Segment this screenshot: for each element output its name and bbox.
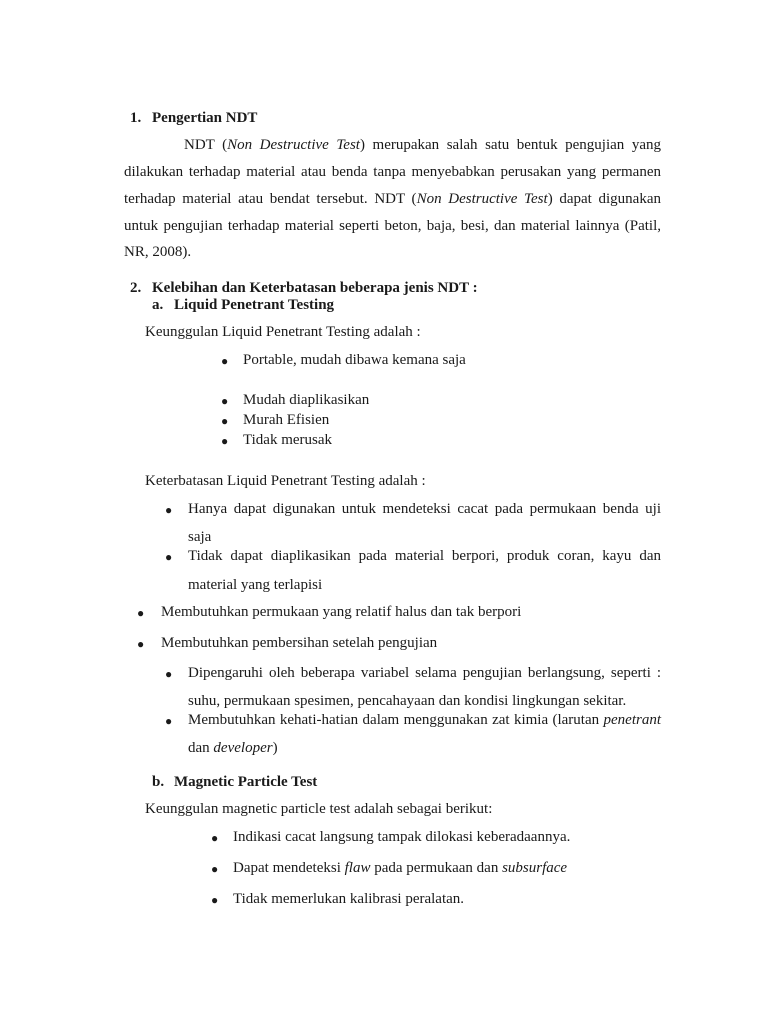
list-item: Tidak merusak [243, 432, 333, 448]
list-item: Indikasi cacat langsung tampak dilokasi keberadaannya. [233, 829, 571, 845]
paragraph-line-2: dilakukan terhadap material atau benda tanpa menyebabkan perusakan yang permanen [124, 164, 661, 180]
list-item: Hanya dapat digunakan untuk mendeteksi cacat pada permukaan benda uji [188, 501, 661, 517]
list-item: Dipengaruhi oleh beberapa variabel selama pengujian berlangsung, seperti : [188, 665, 661, 681]
advantages-intro-b: Keunggulan magnetic particle test adalah sebagai berikut: [145, 801, 493, 817]
subsection-a-letter: a. [152, 297, 164, 313]
bullet-icon: ● [165, 714, 173, 728]
bullet-icon: ● [211, 831, 219, 845]
section-2-number: 2. [130, 280, 142, 296]
bullet-icon: ● [221, 354, 229, 368]
bullet-icon: ● [165, 503, 173, 517]
bullet-icon: ● [221, 394, 229, 408]
list-item: Mudah diaplikasikan [243, 392, 370, 408]
subsection-b-title: Magnetic Particle Test [174, 774, 318, 790]
list-item: Tidak memerlukan kalibrasi peralatan. [233, 891, 465, 907]
subsection-b-letter: b. [152, 774, 165, 790]
section-1-title: Pengertian NDT [152, 110, 258, 126]
bullet-icon: ● [137, 637, 145, 651]
list-item-continuation: saja [188, 529, 212, 545]
bullet-icon: ● [211, 862, 219, 876]
bullet-icon: ● [137, 606, 145, 620]
list-item: Dapat mendeteksi flaw pada permukaan dan subsurface [233, 860, 568, 876]
italic-term: developer [213, 740, 273, 756]
list-item: Murah Efisien [243, 412, 330, 428]
list-item: Membutuhkan permukaan yang relatif halus dan tak berpori [161, 604, 522, 620]
paragraph-line-1: NDT (Non Destructive Test) merupakan salah satu bentuk pengujian yang [184, 137, 662, 153]
list-item: Tidak dapat diaplikasikan pada material berpori, produk coran, kayu dan [188, 548, 661, 564]
bullet-icon: ● [221, 434, 229, 448]
italic-term: Non Destructive Test [416, 191, 548, 207]
section-1-number: 1. [130, 110, 142, 126]
italic-term: flaw [344, 860, 371, 876]
italic-term: subsurface [502, 860, 568, 876]
advantages-intro: Keunggulan Liquid Penetrant Testing adalah : [145, 324, 421, 340]
italic-term: Non Destructive Test [227, 137, 360, 153]
list-item: Portable, mudah dibawa kemana saja [243, 352, 466, 368]
paragraph-line-3: terhadap material atau bendat tersebut. NDT (Non Destructive Test) dapat digunakan [124, 191, 661, 207]
limitations-intro: Keterbatasan Liquid Penetrant Testing adalah : [145, 473, 426, 489]
paragraph-line-4: untuk pengujian terhadap material seperti beton, baja, besi, dan material lainnya (Patil, [124, 218, 661, 234]
subsection-a-title: Liquid Penetrant Testing [174, 297, 335, 313]
list-item: Membutuhkan pembersihan setelah pengujian [161, 635, 438, 651]
list-item-continuation: dan developer) [188, 740, 278, 756]
bullet-icon: ● [211, 893, 219, 907]
list-item-continuation: suhu, permukaan spesimen, pencahayaan dan kondisi lingkungan sekitar. [188, 693, 627, 709]
section-2-title: Kelebihan dan Keterbatasan beberapa jenis NDT : [152, 280, 478, 296]
bullet-icon: ● [165, 550, 173, 564]
list-item-continuation: material yang terlapisi [188, 577, 323, 593]
bullet-icon: ● [221, 414, 229, 428]
bullet-icon: ● [165, 667, 173, 681]
italic-term: penetrant [603, 712, 661, 728]
list-item: Membutuhkan kehati-hatian dalam menggunakan zat kimia (larutan penetrant [188, 712, 661, 728]
paragraph-line-5: NR, 2008). [124, 244, 192, 260]
